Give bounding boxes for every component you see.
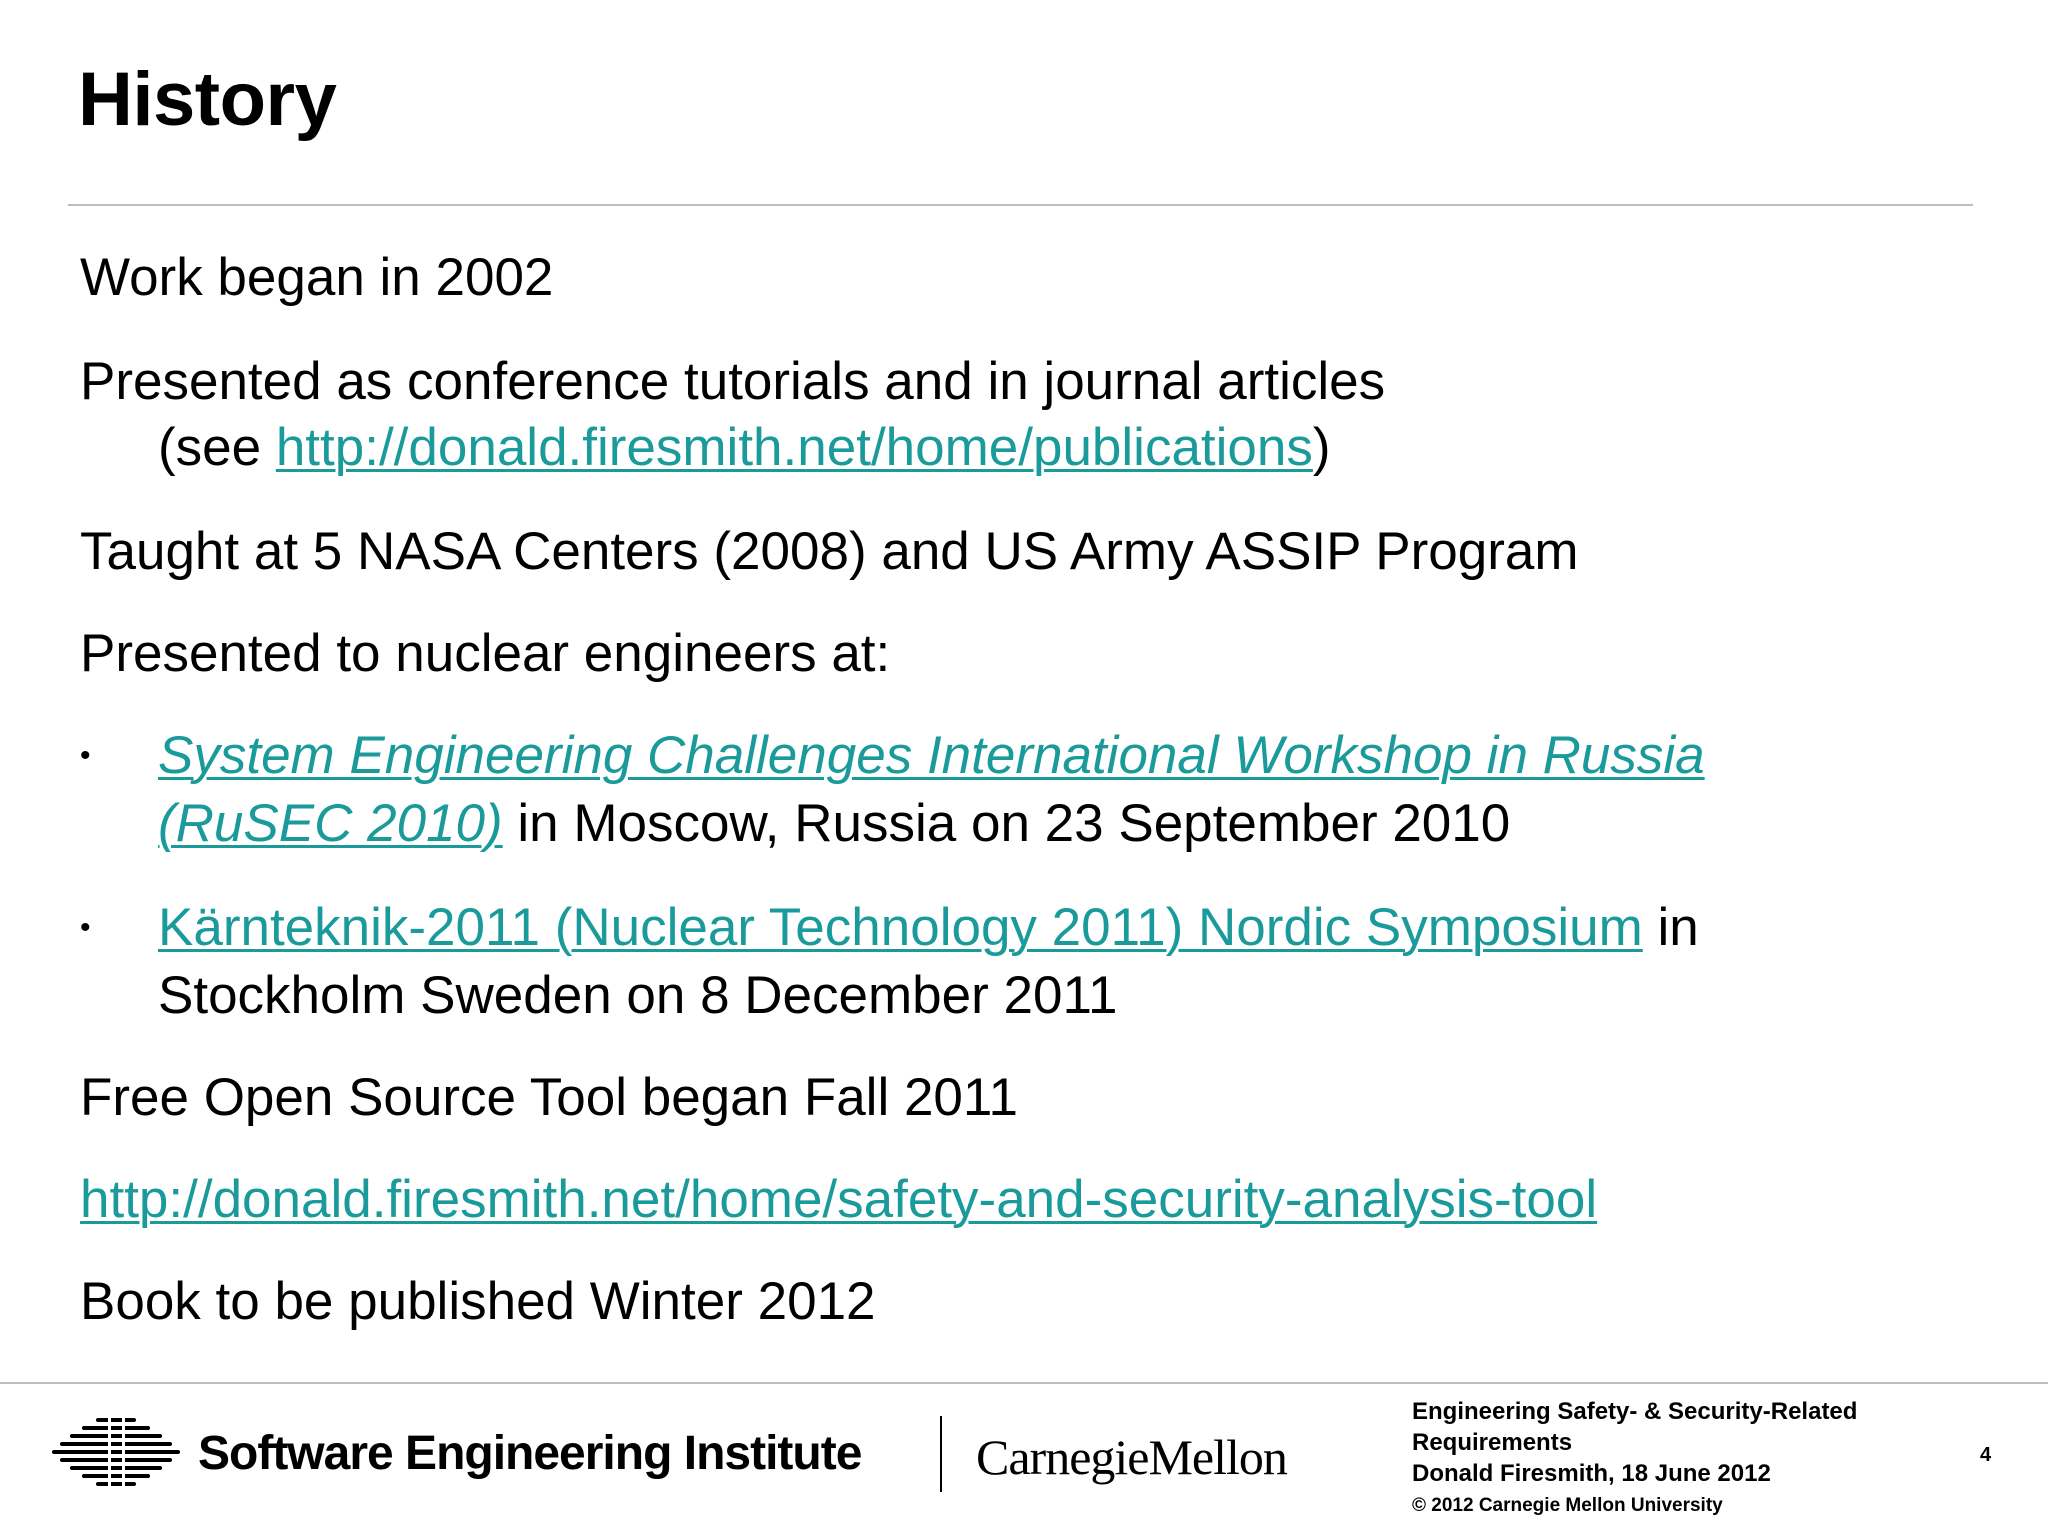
bullet-marker: •: [80, 911, 91, 944]
footer-divider: [0, 1382, 2048, 1384]
copyright-notice: © 2012 Carnegie Mellon University: [1412, 1495, 1723, 1516]
sei-logo-icon: [52, 1416, 180, 1488]
footer-title-line1: Engineering Safety- & Security-Related: [1412, 1398, 1858, 1425]
rusec-suffix: in Moscow, Russia on 23 September 2010: [502, 794, 1511, 853]
karnteknik-suffix: in: [1642, 898, 1699, 957]
karnteknik-link[interactable]: Kärnteknik-2011 (Nuclear Technology 2011) Nordic Symposium: [158, 898, 1643, 957]
rusec-link-line1[interactable]: System Engineering Challenges International Workshop in Russia: [158, 726, 1705, 785]
publications-link[interactable]: http://donald.firesmith.net/home/publications: [275, 418, 1313, 477]
cmu-wordmark: CarnegieMellon: [976, 1429, 1287, 1485]
slide-title: History: [78, 57, 337, 142]
footer-info: [1412, 1396, 1857, 1489]
logo-divider: [940, 1416, 942, 1492]
text-line-see-publications: [80, 414, 1331, 482]
text-line-work-began: Work began in 2002: [80, 248, 554, 307]
text-line-tool-url: [80, 1166, 1597, 1234]
tool-link[interactable]: http://donald.firesmith.net/home/safety-and-security-analysis-tool: [80, 1170, 1598, 1229]
see-suffix: ): [1312, 418, 1331, 477]
text-line-taught: Taught at 5 NASA Centers (2008) and US Army ASSIP Program: [80, 522, 1579, 581]
page-number: 4: [1980, 1444, 1992, 1466]
rusec-link-line2[interactable]: (RuSEC 2010): [158, 794, 503, 853]
text-line-nuclear-engineers: Presented to nuclear engineers at:: [80, 624, 891, 683]
text-line-book: Book to be published Winter 2012: [80, 1272, 876, 1331]
karnteknik-line2: Stockholm Sweden on 8 December 2011: [158, 966, 1118, 1025]
sei-wordmark: Software Engineering Institute: [198, 1427, 862, 1480]
footer-author-date: Donald Firesmith, 18 June 2012: [1412, 1460, 1771, 1487]
text-line-presented: Presented as conference tutorials and in journal articles: [80, 352, 1386, 411]
title-divider: [68, 204, 1973, 206]
text-line-open-source: Free Open Source Tool began Fall 2011: [80, 1068, 1018, 1127]
footer-title-line2: Requirements: [1412, 1429, 1573, 1456]
see-prefix: (see: [158, 418, 276, 477]
bullet-marker: •: [80, 739, 91, 772]
